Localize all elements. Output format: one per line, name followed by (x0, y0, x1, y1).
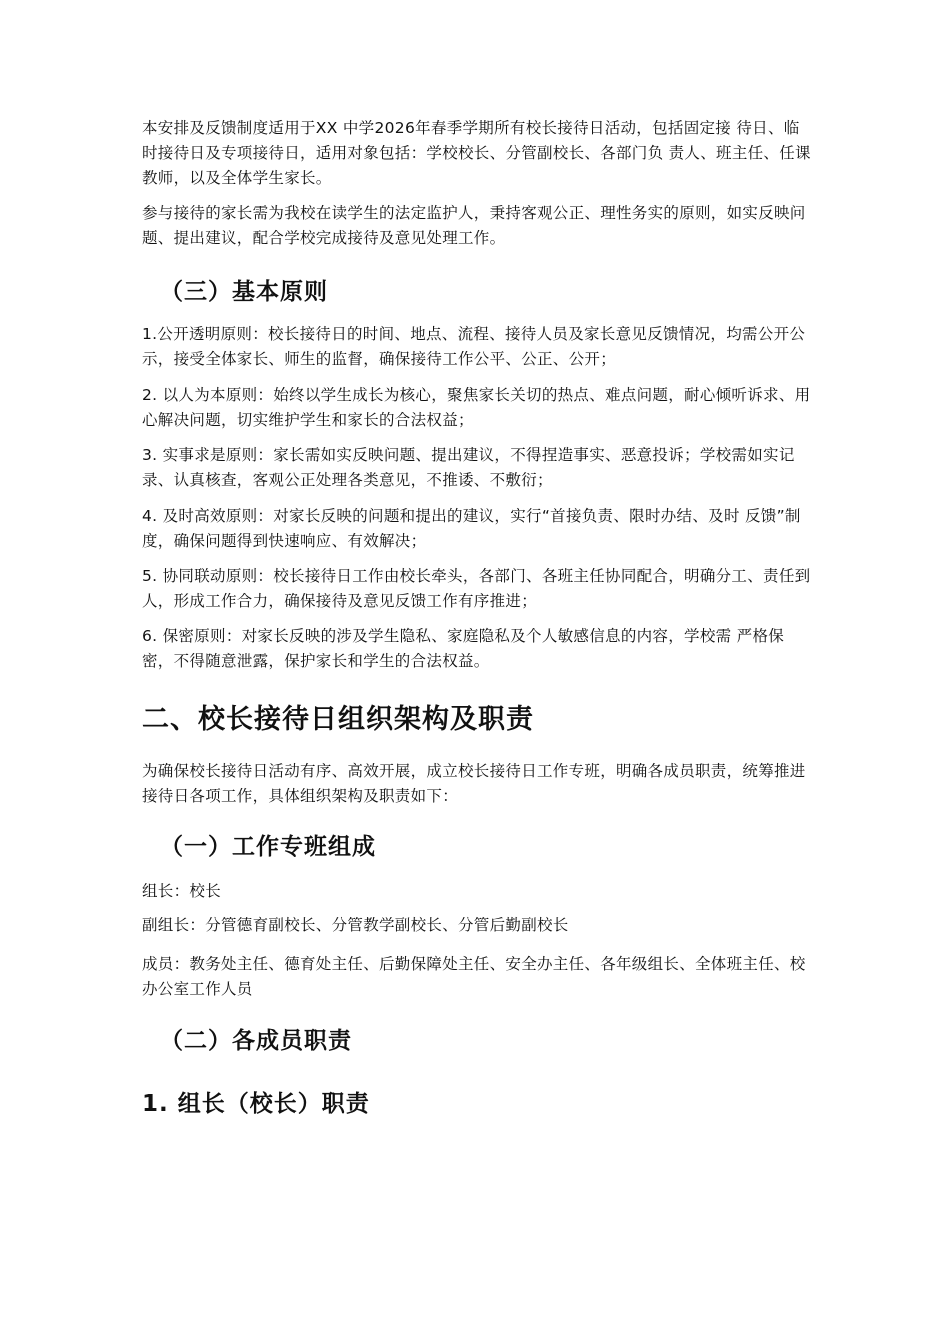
principle-item: 2. 以人为本原则：始终以学生成长为核心，聚焦家长关切的热点、难点问题，耐心倾听诉求、用心解决问题，切实维护学生和家长的合法权益； (142, 386, 811, 429)
duties-heading: （二）各成员职责 (160, 1028, 352, 1054)
team-members: 成员：教务处主任、德育处主任、后勤保障处主任、安全办主任、各年级组长、全体班主任、校办公室工作人员 (142, 955, 806, 998)
principle-item: 4. 及时高效原则：对家长反映的问题和提出的建议，实行“首接负责、限时办结、及时 反馈”制度，确保问题得到快速响应、有效解决； (142, 507, 801, 550)
org-intro-paragraph: 为确保校长接待日活动有序、高效开展，成立校长接待日工作专班，明确各成员职责，统筹推进接待日各项工作，具体组织架构及职责如下： (142, 762, 806, 805)
org-section-heading: 二、校长接待日组织架构及职责 (142, 704, 534, 735)
scope-paragraph: 本安排及反馈制度适用于XX 中学2026年春季学期所有校长接待日活动，包括固定接 待日、临时接待日及专项接待日，适用对象包括：学校校长、分管副校长、各部门负 责人、班主任、任课教师，以及全体学生家长。 (142, 119, 811, 187)
leader-duties-heading: 1. 组长（校长）职责 (142, 1091, 370, 1117)
team-leader: 组长：校长 (142, 882, 222, 900)
principle-item: 6. 保密原则：对家长反映的涉及学生隐私、家庭隐私及个人敏感信息的内容，学校需 严格保密，不得随意泄露，保护家长和学生的合法权益。 (142, 627, 785, 670)
team-heading: （一）工作专班组成 (160, 834, 376, 860)
principle-item: 5. 协同联动原则：校长接待日工作由校长牵头，各部门、各班主任协同配合，明确分工、责任到人，形成工作合力，确保接待及意见反馈工作有序推进； (142, 567, 811, 610)
principle-item: 1.公开透明原则：校长接待日的时间、地点、流程、接待人员及家长意见反馈情况，均需公开公示，接受全体家长、师生的监督，确保接待工作公平、公正、公开； (142, 325, 806, 368)
parents-paragraph: 参与接待的家长需为我校在读学生的法定监护人，秉持客观公正、理性务实的原则，如实反映问题、提出建议，配合学校完成接待及意见处理工作。 (142, 204, 806, 247)
team-deputy: 副组长：分管德育副校长、分管教学副校长、分管后勤副校长 (142, 916, 569, 934)
principle-item: 3. 实事求是原则：家长需如实反映问题、提出建议，不得捏造事实、恶意投诉；学校需如实记录、认真核查，客观公正处理各类意见，不推诿、不敷衍； (142, 446, 795, 489)
principles-heading: （三）基本原则 (160, 279, 328, 305)
